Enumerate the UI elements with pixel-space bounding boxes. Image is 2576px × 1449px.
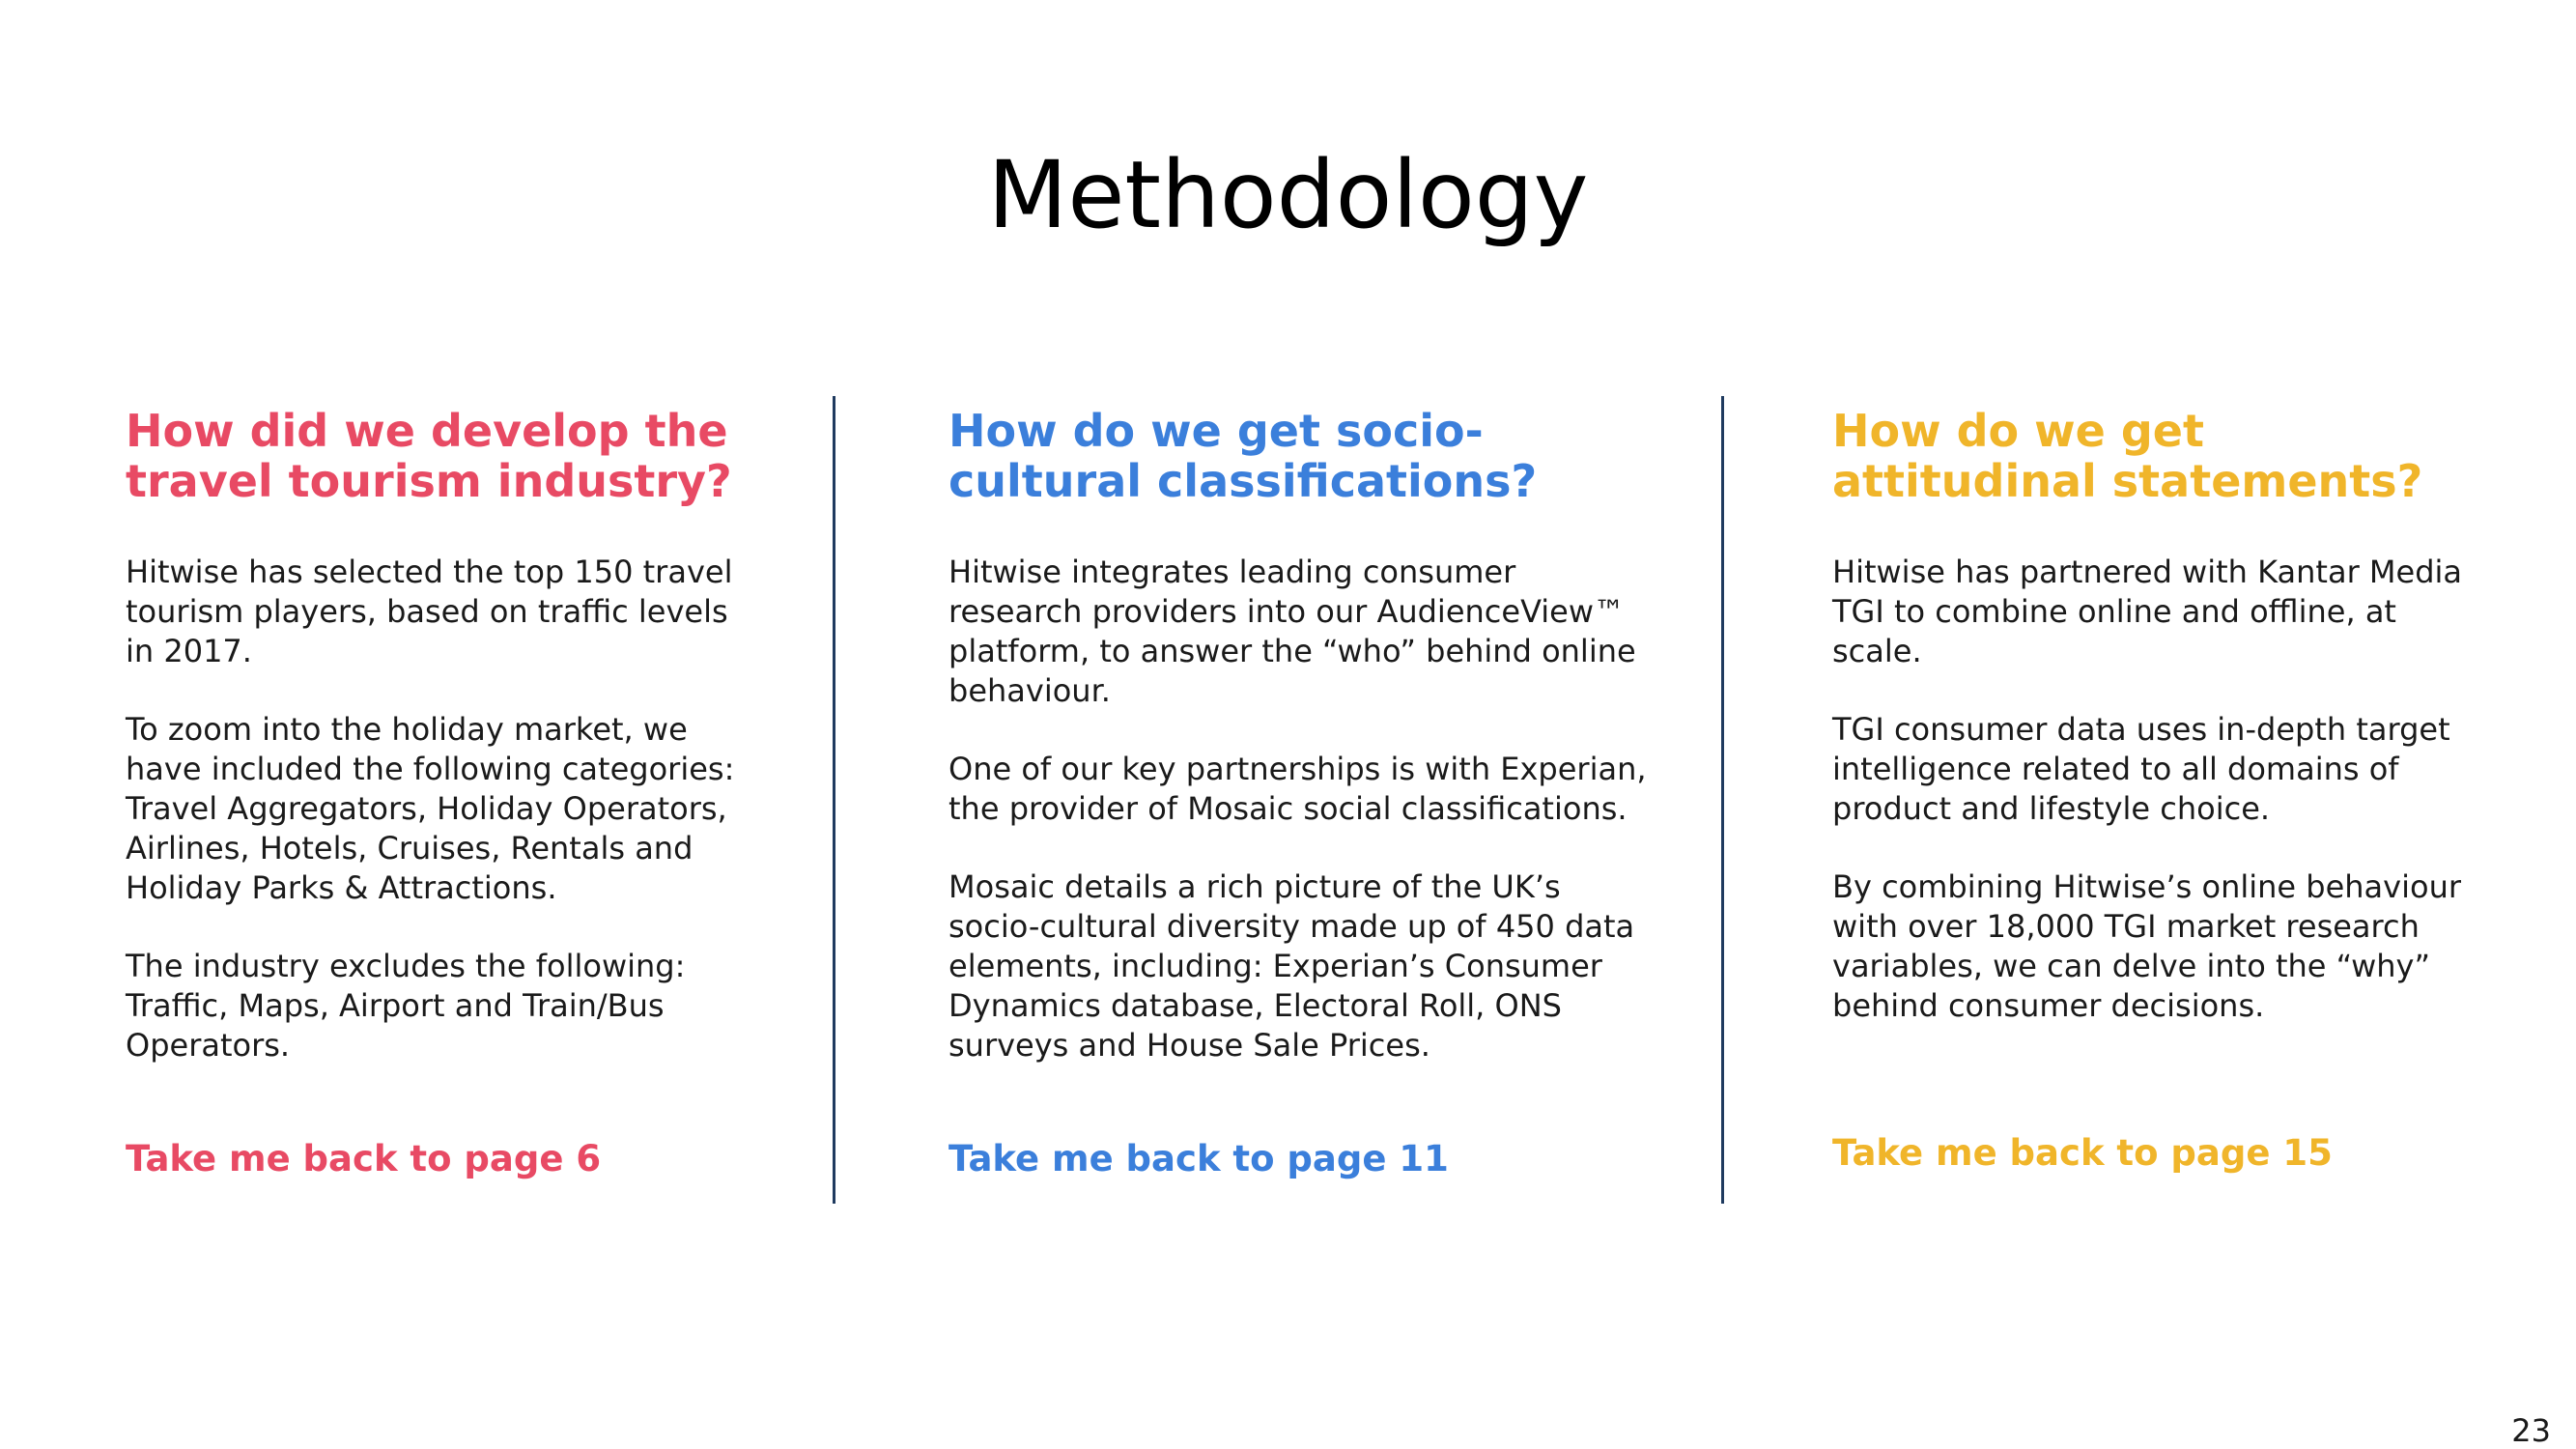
- column-heading: [948, 406, 1654, 506]
- paragraph: To zoom into the holiday market, we have included the following categories: Travel Aggregators, Holiday Operators, Airlines, Hotels, Cruises, Rentals and Holiday Parks & Attractions.: [126, 711, 735, 906]
- paragraph: By combining Hitwise’s online behaviour with over 18,000 TGI market research variables, we can delve into the “why” behind consumer decisions.: [1832, 868, 2461, 1024]
- page-number: 23: [2511, 1412, 2551, 1449]
- heading-line: cultural classifications?: [948, 455, 1538, 507]
- column-heading: [1832, 406, 2489, 506]
- paragraph: Mosaic details a rich picture of the UK’s socio-cultural diversity made up of 450 data elements, including: Experian’s Consumer Dynamics database, Electoral Roll, ONS surveys and House Sale Prices.: [948, 868, 1635, 1064]
- paragraph: Hitwise integrates leading consumer research providers into our AudienceView™ platform, to answer the “who” behind online behaviour.: [948, 554, 1636, 709]
- column-divider: [1721, 396, 1724, 1204]
- back-to-page-6-link[interactable]: Take me back to page 6: [126, 1138, 602, 1179]
- heading-line: How did we develop the: [126, 405, 728, 457]
- paragraph: The industry excludes the following: Traffic, Maps, Airport and Train/Bus Operators.: [126, 948, 686, 1064]
- paragraph: Hitwise has selected the top 150 travel tourism players, based on traffic levels in 2017.: [126, 554, 733, 669]
- heading-line: travel tourism industry?: [126, 455, 732, 507]
- column-heading: [126, 406, 744, 506]
- paragraph: TGI consumer data uses in-depth target intelligence related to all domains of product and lifestyle choice.: [1832, 711, 2450, 827]
- column-attitudinal: [1832, 406, 2489, 1065]
- column-divider: [833, 396, 835, 1204]
- heading-line: attitudinal statements?: [1832, 455, 2423, 507]
- column-socio-cultural: [948, 406, 1654, 1104]
- page-title: Methodology: [987, 141, 1589, 249]
- paragraph: Hitwise has partnered with Kantar Media TGI to combine online and offline, at scale.: [1832, 554, 2463, 669]
- paragraph: One of our key partnerships is with Experian, the provider of Mosaic social classifications.: [948, 751, 1647, 827]
- column-travel-tourism: [126, 406, 744, 1104]
- heading-line: How do we get: [1832, 405, 2204, 457]
- heading-line: How do we get socio-: [948, 405, 1484, 457]
- back-to-page-15-link[interactable]: Take me back to page 15: [1832, 1132, 2333, 1174]
- back-to-page-11-link[interactable]: Take me back to page 11: [948, 1138, 1449, 1179]
